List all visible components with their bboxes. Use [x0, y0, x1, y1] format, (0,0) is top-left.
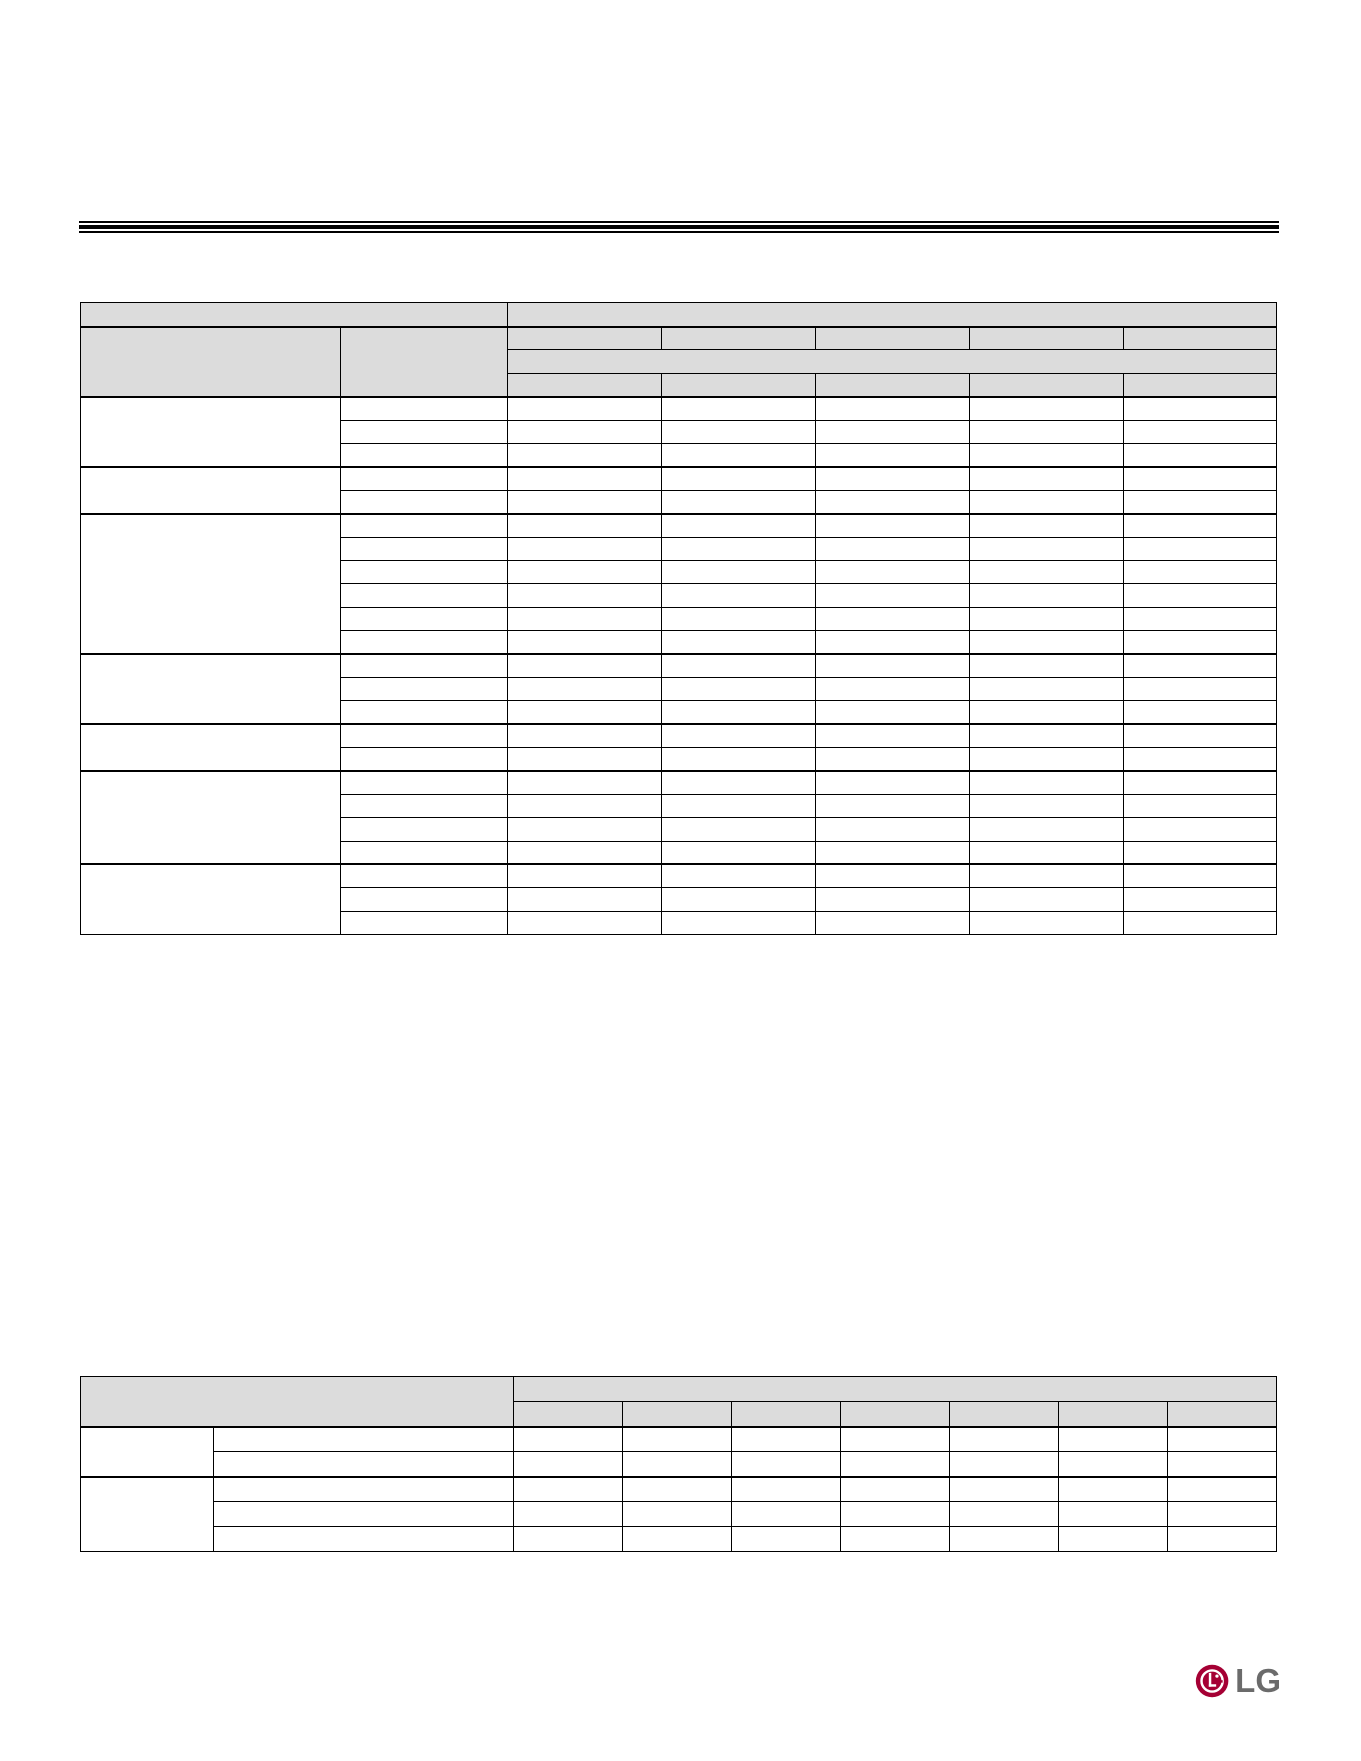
value-cell — [816, 397, 970, 420]
value-cell — [816, 420, 970, 443]
column-header-cell — [1059, 1402, 1168, 1427]
value-cell — [970, 654, 1124, 677]
value-cell — [508, 467, 662, 490]
value-cell — [662, 584, 816, 607]
group-label — [81, 1427, 214, 1477]
specification-table — [80, 302, 1277, 935]
lg-logo — [1195, 1658, 1281, 1704]
value-cell — [1168, 1427, 1277, 1452]
value-cell — [662, 841, 816, 864]
value-cell — [508, 794, 662, 817]
param-cell — [341, 818, 508, 841]
value-cell — [816, 841, 970, 864]
model-header-cell — [1124, 327, 1277, 350]
title-rule-middle — [79, 225, 1279, 229]
value-cell — [970, 537, 1124, 560]
table-row — [81, 771, 1277, 794]
group-label — [81, 864, 341, 934]
value-cell — [623, 1502, 732, 1527]
value-cell — [514, 1502, 623, 1527]
value-cell — [841, 1527, 950, 1552]
column-header-cell — [841, 1402, 950, 1427]
value-cell — [816, 724, 970, 747]
value-cell — [970, 888, 1124, 911]
value-cell — [841, 1477, 950, 1502]
value-cell — [1124, 771, 1277, 794]
value-cell — [1059, 1527, 1168, 1552]
value-cell — [623, 1477, 732, 1502]
table-row — [81, 1527, 1277, 1552]
value-cell — [508, 771, 662, 794]
table-2-header-left — [81, 1377, 514, 1427]
param-cell — [341, 841, 508, 864]
param-cell — [341, 864, 508, 887]
value-cell — [662, 537, 816, 560]
value-cell — [841, 1452, 950, 1477]
param-cell — [214, 1427, 514, 1452]
value-cell — [662, 607, 816, 630]
value-cell — [816, 560, 970, 583]
value-cell — [732, 1502, 841, 1527]
param-cell — [341, 443, 508, 466]
value-cell — [662, 677, 816, 700]
value-cell — [970, 677, 1124, 700]
value-cell — [1124, 490, 1277, 513]
table-row — [81, 1477, 1277, 1502]
value-cell — [514, 1527, 623, 1552]
table-row — [81, 724, 1277, 747]
value-cell — [816, 818, 970, 841]
value-cell — [816, 701, 970, 724]
value-cell — [950, 1452, 1059, 1477]
param-cell — [341, 560, 508, 583]
value-cell — [1124, 701, 1277, 724]
value-cell — [662, 467, 816, 490]
value-cell — [970, 724, 1124, 747]
param-cell — [214, 1477, 514, 1502]
value-cell — [816, 864, 970, 887]
value-cell — [508, 631, 662, 654]
value-cell — [662, 560, 816, 583]
value-cell — [508, 443, 662, 466]
value-cell — [1124, 443, 1277, 466]
value-cell — [1124, 397, 1277, 420]
param-cell — [341, 537, 508, 560]
value-cell — [970, 560, 1124, 583]
value-cell — [1124, 420, 1277, 443]
value-cell — [950, 1477, 1059, 1502]
param-cell — [341, 490, 508, 513]
value-cell — [970, 490, 1124, 513]
value-cell — [1124, 607, 1277, 630]
value-cell — [1124, 584, 1277, 607]
group-label — [81, 514, 341, 654]
param-cell — [341, 724, 508, 747]
value-cell — [508, 560, 662, 583]
param-cell — [214, 1502, 514, 1527]
value-cell — [623, 1427, 732, 1452]
param-cell — [341, 701, 508, 724]
value-cell — [732, 1452, 841, 1477]
value-cell — [950, 1502, 1059, 1527]
value-cell — [662, 748, 816, 771]
value-cell — [1059, 1427, 1168, 1452]
table-row — [81, 1452, 1277, 1477]
param-cell — [341, 654, 508, 677]
value-cell — [970, 701, 1124, 724]
value-cell — [662, 911, 816, 934]
value-cell — [970, 443, 1124, 466]
value-cell — [970, 771, 1124, 794]
subheader-label — [81, 327, 341, 397]
value-cell — [816, 607, 970, 630]
column-header-cell — [514, 1402, 623, 1427]
value-cell — [508, 420, 662, 443]
value-cell — [970, 467, 1124, 490]
value-cell — [508, 864, 662, 887]
subheader-note — [508, 350, 1277, 373]
value-header-cell — [970, 373, 1124, 396]
value-cell — [816, 584, 970, 607]
value-cell — [1124, 467, 1277, 490]
value-cell — [662, 818, 816, 841]
value-cell — [1124, 514, 1277, 537]
group-label — [81, 397, 341, 467]
value-cell — [816, 888, 970, 911]
value-cell — [508, 888, 662, 911]
table-row — [81, 514, 1277, 537]
value-cell — [816, 748, 970, 771]
value-cell — [970, 841, 1124, 864]
value-cell — [662, 654, 816, 677]
value-cell — [970, 631, 1124, 654]
value-cell — [816, 631, 970, 654]
value-cell — [514, 1477, 623, 1502]
value-cell — [662, 701, 816, 724]
value-cell — [816, 794, 970, 817]
value-cell — [1124, 911, 1277, 934]
value-cell — [662, 864, 816, 887]
subheader-unit — [341, 327, 508, 397]
value-cell — [1168, 1502, 1277, 1527]
value-cell — [662, 794, 816, 817]
value-cell — [662, 631, 816, 654]
param-cell — [214, 1527, 514, 1552]
value-cell — [1059, 1452, 1168, 1477]
model-header-cell — [970, 327, 1124, 350]
value-cell — [514, 1427, 623, 1452]
value-cell — [1124, 818, 1277, 841]
param-cell — [341, 607, 508, 630]
value-cell — [841, 1427, 950, 1452]
value-header-cell — [816, 373, 970, 396]
value-cell — [623, 1452, 732, 1477]
value-cell — [662, 443, 816, 466]
param-cell — [341, 514, 508, 537]
value-cell — [508, 911, 662, 934]
param-cell — [341, 420, 508, 443]
value-cell — [816, 771, 970, 794]
param-cell — [341, 771, 508, 794]
value-cell — [970, 514, 1124, 537]
value-cell — [508, 490, 662, 513]
value-cell — [508, 724, 662, 747]
column-header-cell — [623, 1402, 732, 1427]
table-row — [81, 1502, 1277, 1527]
param-cell — [341, 397, 508, 420]
value-cell — [508, 537, 662, 560]
value-cell — [970, 911, 1124, 934]
table-row — [81, 654, 1277, 677]
value-cell — [970, 818, 1124, 841]
value-header-cell — [662, 373, 816, 396]
table-header-left — [81, 303, 508, 327]
value-cell — [508, 818, 662, 841]
value-cell — [970, 584, 1124, 607]
param-cell — [341, 677, 508, 700]
value-cell — [732, 1427, 841, 1452]
table-row — [81, 397, 1277, 420]
value-cell — [1059, 1502, 1168, 1527]
group-label — [81, 1477, 214, 1552]
value-cell — [970, 794, 1124, 817]
model-header-cell — [816, 327, 970, 350]
value-cell — [1124, 794, 1277, 817]
param-cell — [341, 911, 508, 934]
param-cell — [341, 794, 508, 817]
value-cell — [816, 537, 970, 560]
param-cell — [341, 584, 508, 607]
value-cell — [1124, 724, 1277, 747]
value-header-cell — [1124, 373, 1277, 396]
table-row — [81, 467, 1277, 490]
value-cell — [970, 420, 1124, 443]
value-cell — [508, 654, 662, 677]
value-cell — [508, 514, 662, 537]
value-cell — [508, 701, 662, 724]
value-cell — [732, 1477, 841, 1502]
value-cell — [662, 490, 816, 513]
value-cell — [970, 607, 1124, 630]
lg-logo-text: LG — [1235, 1662, 1281, 1699]
value-cell — [508, 584, 662, 607]
secondary-table — [80, 1376, 1277, 1552]
value-cell — [1124, 654, 1277, 677]
group-label — [81, 467, 341, 514]
param-cell — [341, 631, 508, 654]
title-rule-bottom — [79, 231, 1279, 233]
value-cell — [662, 888, 816, 911]
value-cell — [816, 467, 970, 490]
value-cell — [508, 677, 662, 700]
value-cell — [662, 514, 816, 537]
value-cell — [1124, 841, 1277, 864]
column-header-cell — [950, 1402, 1059, 1427]
value-cell — [1124, 560, 1277, 583]
value-cell — [970, 397, 1124, 420]
value-cell — [1124, 631, 1277, 654]
param-cell — [341, 748, 508, 771]
value-cell — [508, 841, 662, 864]
param-cell — [214, 1452, 514, 1477]
param-cell — [341, 888, 508, 911]
value-cell — [950, 1427, 1059, 1452]
value-cell — [1168, 1452, 1277, 1477]
value-cell — [1059, 1477, 1168, 1502]
table-header-right — [508, 303, 1277, 327]
table-row — [81, 864, 1277, 887]
value-cell — [662, 771, 816, 794]
table-2-header-right — [514, 1377, 1277, 1402]
value-header-cell — [508, 373, 662, 396]
model-header-cell — [662, 327, 816, 350]
value-cell — [662, 420, 816, 443]
value-cell — [623, 1527, 732, 1552]
value-cell — [970, 864, 1124, 887]
value-cell — [662, 724, 816, 747]
value-cell — [508, 607, 662, 630]
group-label — [81, 654, 341, 724]
value-cell — [1124, 864, 1277, 887]
value-cell — [950, 1527, 1059, 1552]
title-rule-top — [79, 221, 1279, 223]
value-cell — [816, 654, 970, 677]
value-cell — [1124, 537, 1277, 560]
param-cell — [341, 467, 508, 490]
value-cell — [841, 1502, 950, 1527]
value-cell — [816, 677, 970, 700]
value-cell — [1168, 1527, 1277, 1552]
table-row — [81, 1427, 1277, 1452]
value-cell — [816, 514, 970, 537]
value-cell — [1124, 748, 1277, 771]
value-cell — [1124, 677, 1277, 700]
value-cell — [662, 397, 816, 420]
column-header-cell — [1168, 1402, 1277, 1427]
value-cell — [514, 1452, 623, 1477]
model-header-cell — [508, 327, 662, 350]
value-cell — [508, 748, 662, 771]
value-cell — [732, 1527, 841, 1552]
lg-logo-icon — [1195, 1660, 1229, 1702]
group-label — [81, 724, 341, 771]
group-label — [81, 771, 341, 865]
value-cell — [970, 748, 1124, 771]
value-cell — [1168, 1477, 1277, 1502]
value-cell — [816, 443, 970, 466]
value-cell — [816, 490, 970, 513]
value-cell — [1124, 888, 1277, 911]
value-cell — [816, 911, 970, 934]
value-cell — [508, 397, 662, 420]
column-header-cell — [732, 1402, 841, 1427]
